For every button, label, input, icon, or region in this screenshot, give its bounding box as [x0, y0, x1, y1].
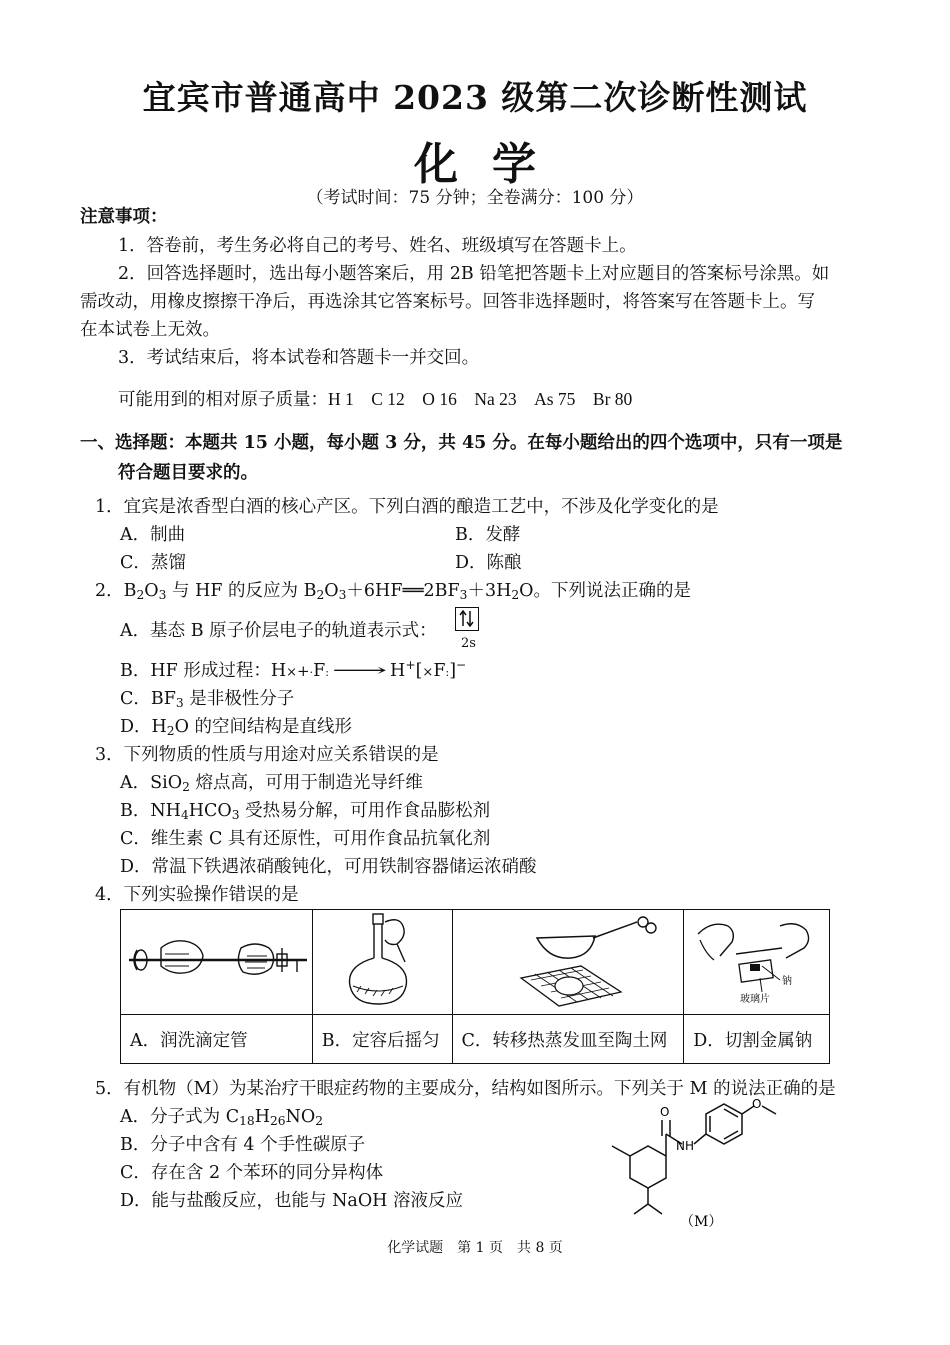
page-footer: 化学试题 第 1 页 共 8 页 — [387, 1240, 563, 1256]
orbital-label: 2s — [461, 636, 476, 651]
section-1-line-2: 符合题目要求的。 — [118, 463, 258, 483]
structure-label: （M） — [680, 1214, 723, 1230]
q3-stem: 3．下列物质的性质与用途对应关系错误的是 — [95, 745, 439, 765]
paired-electron-arrows-icon — [456, 608, 477, 629]
q2-option-b: B．HF 形成过程：H×+·F: ⟶ H+[×F:]− — [120, 658, 467, 681]
q1-stem: 1．宜宾是浓香型白酒的核心产区。下列白酒的酿造工艺中，不涉及化学变化的是 — [95, 497, 719, 517]
notes-item-2-line-2: 需改动，用橡皮擦擦干净后，再选涂其它答案标号。回答非选择题时，将答案写在答题卡上。写 — [80, 292, 815, 312]
q5-option-a: A．分子式为 $C_{18}H_{26}NO_2$ — [120, 1107, 324, 1128]
cut-sodium-illustration — [684, 910, 828, 1010]
label-glass: 玻璃片 — [740, 994, 771, 1005]
exam-info: （考试时间：75 分钟；全卷满分：100 分） — [306, 188, 644, 208]
burette-rinse-illustration — [121, 910, 311, 1010]
exam-title: 宜宾市普通高中 2023 级第二次诊断性测试 — [142, 78, 808, 117]
q4-figure-b — [312, 910, 452, 1015]
q2-option-d: D．$H_2O$ 的空间结构是直线形 — [120, 717, 353, 738]
volumetric-flask-illustration — [313, 910, 451, 1010]
q1-option-b: B．发酵 — [455, 525, 521, 545]
q4-option-d: D．切割金属钠 — [684, 1015, 830, 1064]
q3-option-c: C．维生素 C 具有还原性，可用作食品抗氧化剂 — [120, 829, 491, 849]
carbonyl-oxygen-label: O — [660, 1105, 670, 1119]
subject-title: 化学 — [414, 139, 570, 190]
evaporating-dish-transfer-illustration — [453, 910, 683, 1010]
q3-option-b: B．$NH_4HCO_3$ 受热易分解，可用作食品膨松剂 — [120, 801, 491, 822]
atomic-masses: 可能用到的相对原子质量：H 1 C 12 O 16 Na 23 As 75 Br 80 — [118, 389, 633, 409]
notes-item-3: 3．考试结束后，将本试卷和答题卡一并交回。 — [118, 348, 480, 368]
q1-option-c: C．蒸馏 — [120, 553, 186, 573]
q4-figure-a — [121, 910, 313, 1015]
notes-item-1: 1．答卷前，考生务必将自己的考号、姓名、班级填写在答题卡上。 — [118, 236, 637, 256]
hydrogen-atom: H — [270, 661, 287, 681]
q3-option-a: A．SiO$_2$ 熔点高，可用于制造光导纤维 — [120, 773, 423, 794]
q4-figure-c — [452, 910, 684, 1015]
q2-stem: 2．$B_2O_3$ 与 HF 的反应为 $B_2O_3+6HF══2BF_3+3H_2O$。下列说法正确的是 — [95, 581, 692, 602]
q2-option-c: C．$BF_3$ 是非极性分子 — [120, 689, 295, 710]
notes-item-2-line-1: 2．回答选择题时，选出每小题答案后，用 2B 铅笔把答题卡上对应题目的答案标号涂黑。如 — [118, 264, 830, 284]
label-sodium: 钠 — [782, 976, 793, 987]
orbital-box — [455, 607, 479, 631]
q5-option-c: C．存在含 2 个苯环的同分异构体 — [120, 1163, 384, 1183]
q4-option-c: C．转移热蒸发皿至陶土网 — [452, 1015, 684, 1064]
q4-option-b: B．定容后摇匀 — [312, 1015, 452, 1064]
q2-option-a: A．基态 B 原子价层电子的轨道表示式： — [120, 621, 437, 641]
q3-option-d: D．常温下铁遇浓硝酸钝化，可用铁制容器储运浓硝酸 — [120, 857, 537, 877]
molecule-m-structure — [590, 1098, 790, 1233]
notes-item-2-line-3: 在本试卷上无效。 — [80, 320, 220, 340]
q5-option-b: B．分子中含有 4 个手性碳原子 — [120, 1135, 366, 1155]
q5-stem: 5．有机物（M）为某治疗干眼症药物的主要成分，结构如图所示。下列关于 M 的说法正确的是 — [95, 1079, 836, 1099]
notes-heading: 注意事项： — [80, 207, 168, 227]
fluorine-atom: F — [313, 661, 326, 681]
q1-option-d: D．陈酿 — [455, 553, 522, 573]
q1-option-a: A．制曲 — [120, 525, 186, 545]
q5-option-d: D．能与盐酸反应，也能与 NaOH 溶液反应 — [120, 1191, 464, 1211]
section-1-line-1: 一、选择题：本题共 15 小题，每小题 3 分，共 45 分。在每小题给出的四个选项中，只有一项是 — [80, 433, 843, 453]
q4-option-a: A．润洗滴定管 — [121, 1015, 313, 1064]
ether-oxygen-label: O — [752, 1098, 762, 1111]
q4-options-table — [120, 909, 830, 1064]
amide-nh-label: NH — [676, 1139, 694, 1153]
q4-stem: 4．下列实验操作错误的是 — [95, 885, 299, 905]
q4-figure-d — [684, 910, 830, 1015]
